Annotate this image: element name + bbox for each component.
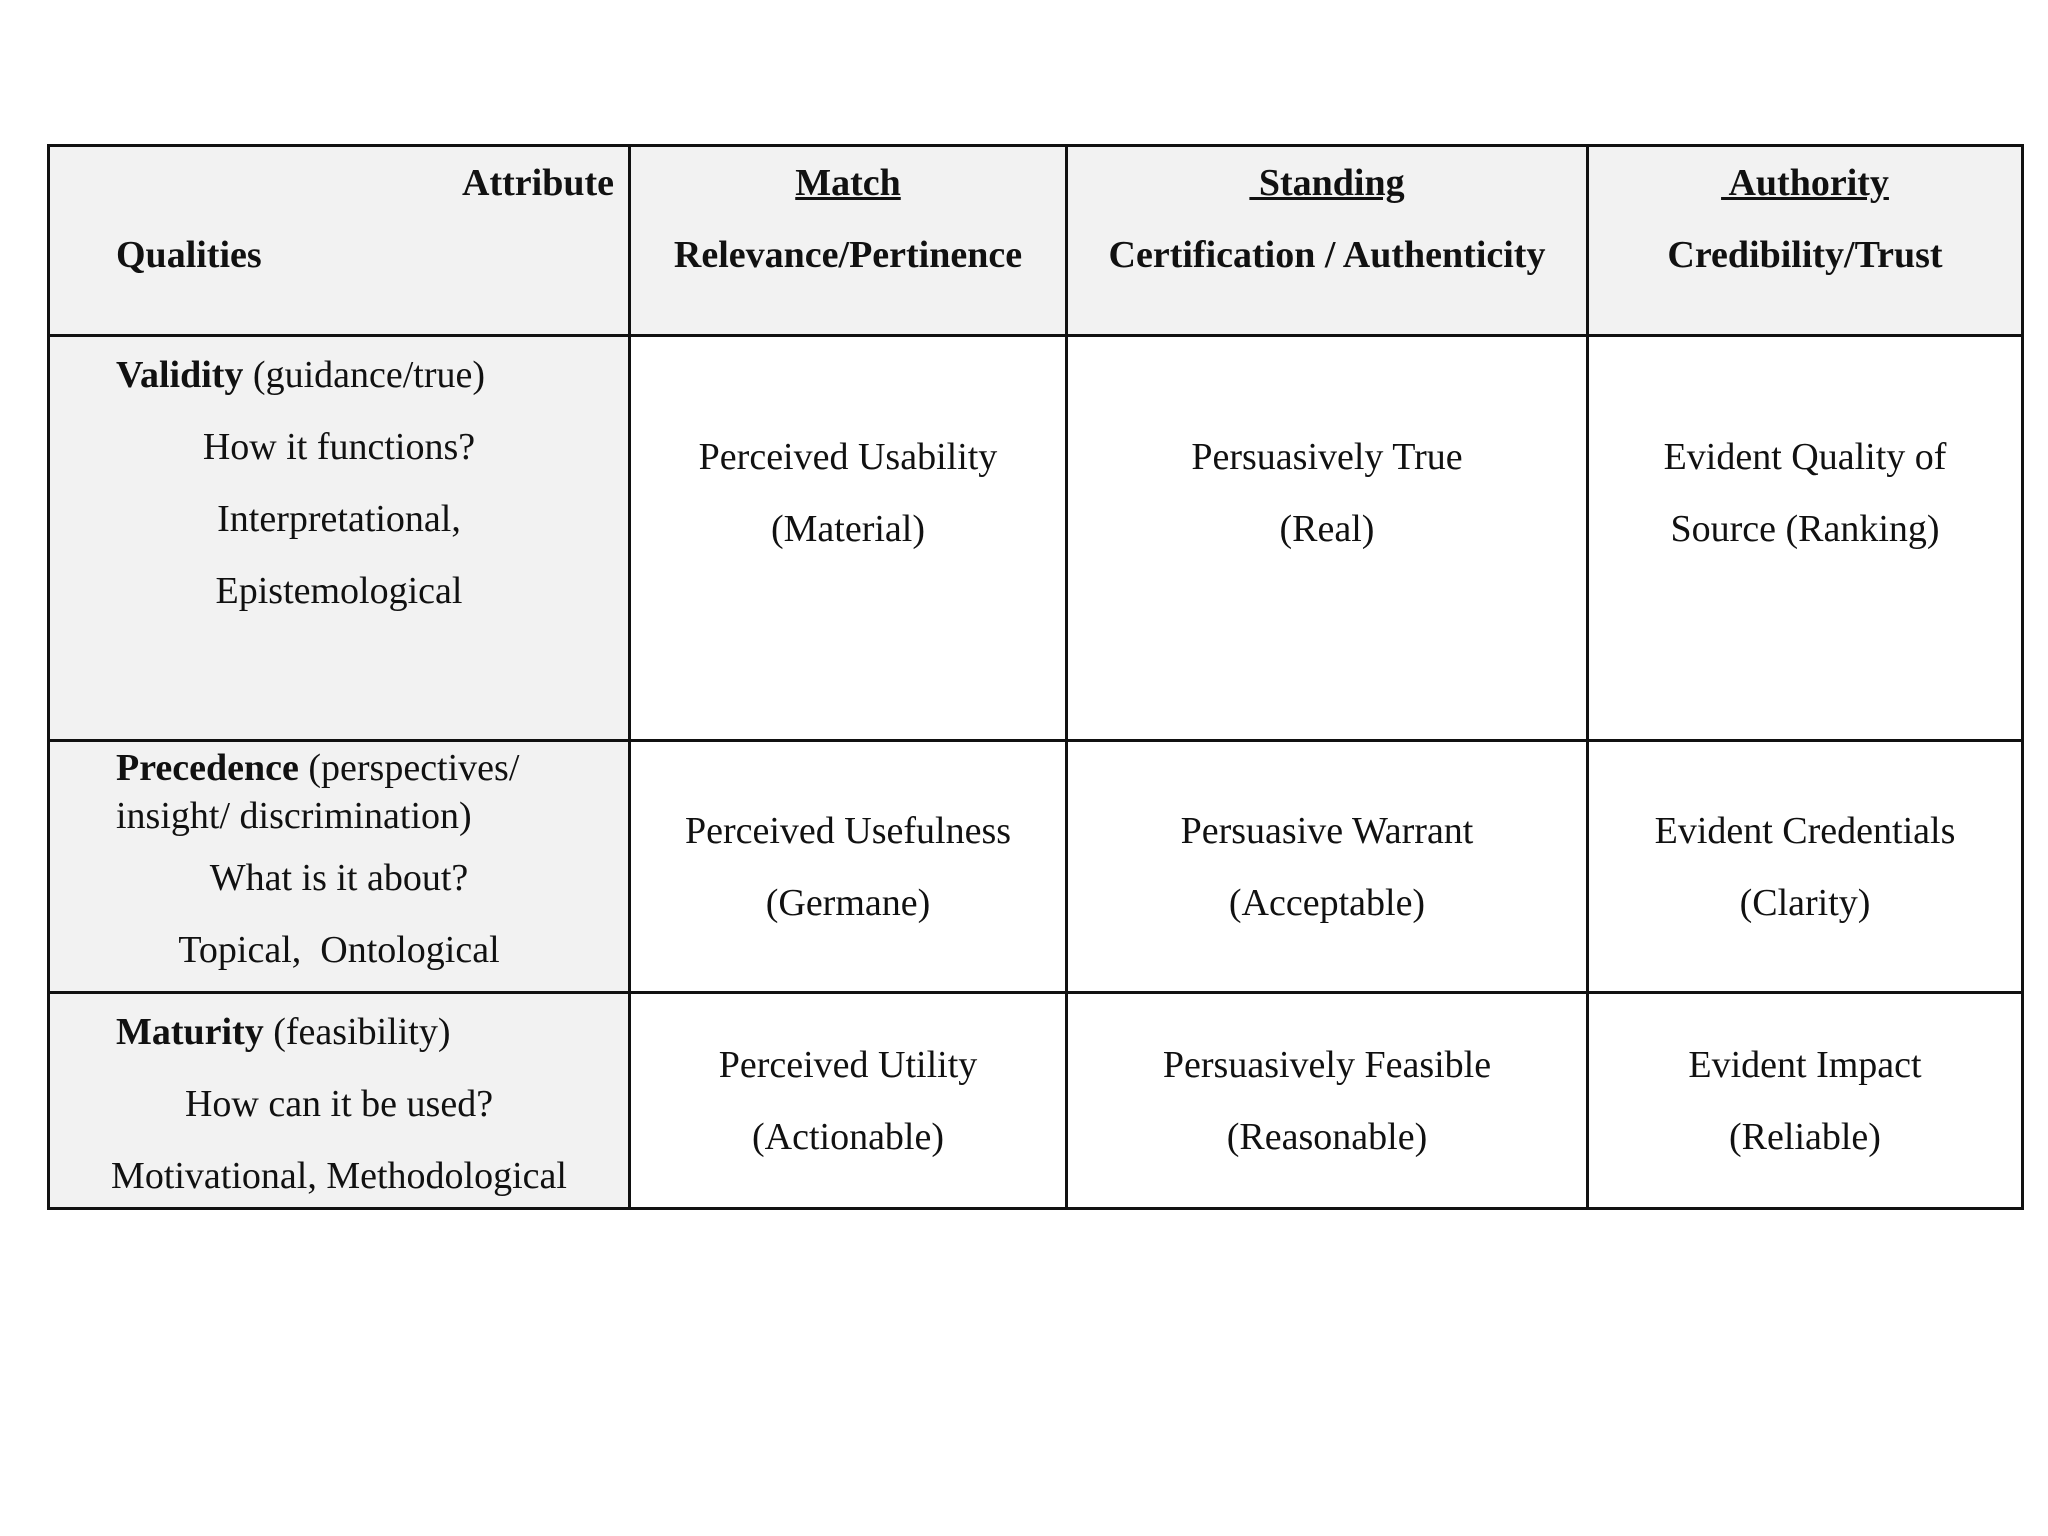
value-line: Evident Credentials: [1654, 809, 1956, 852]
quality-question: How it functions?: [202, 426, 476, 468]
header-title: Authority: [1721, 162, 1889, 204]
quality-cell-maturity: [49, 993, 630, 1209]
quality-heading: [116, 351, 485, 399]
value-line: Perceived Usefulness: [684, 809, 1012, 852]
value-line: (Germane): [765, 881, 931, 924]
value-line: Perceived Usability: [698, 436, 998, 478]
header-title: Match: [795, 162, 901, 204]
quality-line: Motivational, Methodological: [111, 1155, 567, 1197]
table-row: [49, 336, 2023, 741]
value-line: (Material): [770, 508, 926, 550]
quality-heading: [116, 744, 519, 792]
header-subtitle: Certification / Authenticity: [1108, 234, 1546, 276]
quality-name: Validity: [116, 354, 244, 396]
value-line: (Real): [1279, 508, 1375, 550]
value-cell: [1067, 336, 1588, 741]
quality-question: What is it about?: [209, 857, 469, 899]
quality-cell-precedence: [49, 741, 630, 993]
value-line: Evident Impact: [1688, 1043, 1922, 1086]
quality-line: Epistemological: [215, 570, 463, 612]
corner-cell: [49, 146, 630, 336]
header-authority: [1588, 146, 2023, 336]
table-row: [49, 993, 2023, 1209]
quality-name: Precedence: [116, 747, 299, 789]
value-line: Persuasively Feasible: [1162, 1043, 1492, 1086]
value-line: Source (Ranking): [1670, 508, 1940, 550]
quality-note: (guidance/true): [243, 354, 486, 396]
quality-name: Maturity: [116, 1011, 264, 1053]
value-line: Persuasive Warrant: [1180, 809, 1474, 852]
value-cell: [630, 336, 1067, 741]
header-standing: [1067, 146, 1588, 336]
quality-question: How can it be used?: [184, 1083, 494, 1125]
value-cell: [1588, 336, 2023, 741]
quality-line: Topical, Ontological: [178, 929, 500, 971]
header-subtitle: Relevance/Pertinence: [673, 234, 1023, 276]
corner-attribute-label: Attribute: [462, 162, 614, 204]
value-line: (Reliable): [1729, 1115, 1881, 1158]
value-cell: [1067, 993, 1588, 1209]
value-line: Perceived Utility: [718, 1043, 978, 1086]
table-row: [49, 741, 2023, 993]
quality-note: (feasibility): [263, 1011, 451, 1053]
quality-line: Interpretational,: [217, 498, 461, 540]
value-cell: [1067, 741, 1588, 993]
value-cell: [630, 741, 1067, 993]
attribute-qualities-table: [47, 144, 2024, 1210]
quality-note: (perspectives/: [298, 747, 520, 789]
header-title: Standing: [1249, 162, 1405, 204]
value-line: (Acceptable): [1228, 881, 1426, 924]
quality-note-continued: insight/ discrimination): [116, 795, 472, 837]
corner-qualities-label: Qualities: [116, 234, 262, 276]
value-line: (Reasonable): [1226, 1115, 1428, 1158]
value-line: Evident Quality of: [1663, 436, 1947, 478]
value-line: (Actionable): [751, 1115, 945, 1158]
quality-heading: [116, 1008, 451, 1056]
header-match: [630, 146, 1067, 336]
quality-cell-validity: [49, 336, 630, 741]
value-line: Persuasively True: [1191, 436, 1463, 478]
value-cell: [1588, 993, 2023, 1209]
value-cell: [630, 993, 1067, 1209]
value-cell: [1588, 741, 2023, 993]
value-line: (Clarity): [1739, 881, 1871, 924]
header-subtitle: Credibility/Trust: [1667, 234, 1943, 276]
header-row: [49, 146, 2023, 336]
